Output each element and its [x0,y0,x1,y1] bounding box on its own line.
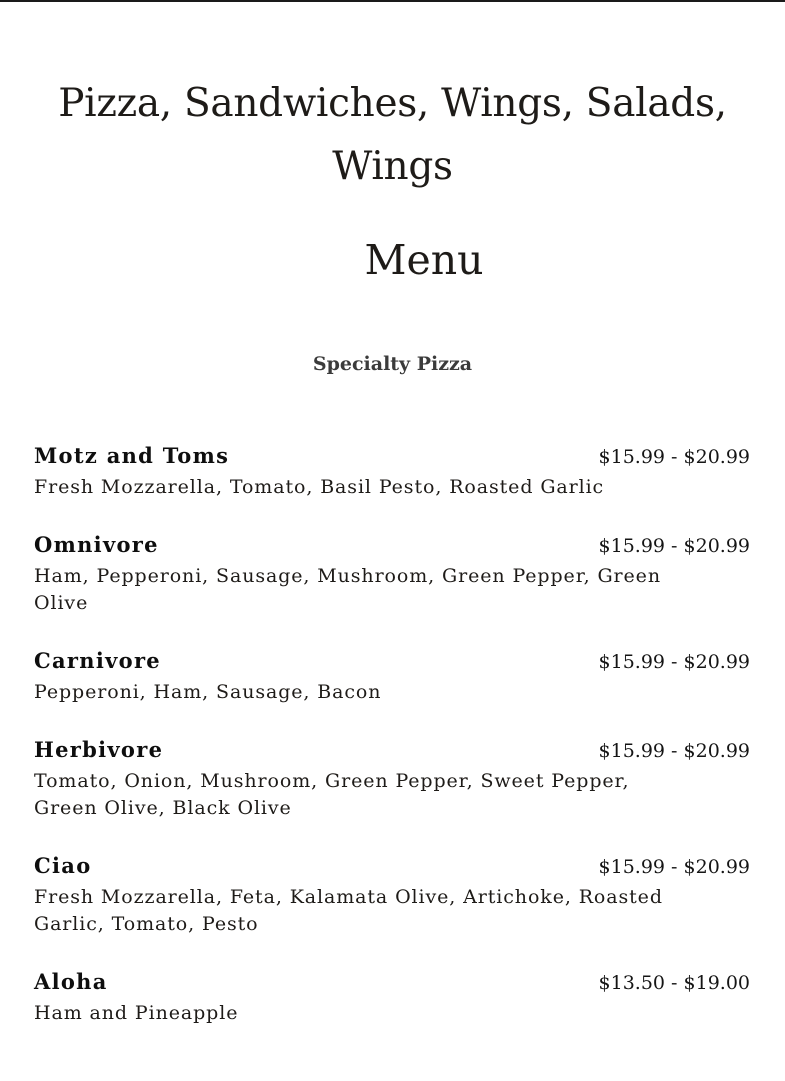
menu-item-header [34,440,750,473]
menu-item [34,734,750,822]
page-heading-line-2: Wings [332,144,453,189]
menu-item [34,440,750,501]
menu-item-header [34,966,750,999]
menu-item-description: Ham, Pepperoni, Sausage, Mushroom, Green Pepper, Green Olive [34,565,661,614]
menu-item [34,850,750,938]
page-heading-line-1: Pizza, Sandwiches, Wings, Salads, [58,81,727,126]
menu-item-name: Herbivore [34,737,164,762]
menu-item-description: Fresh Mozzarella, Feta, Kalamata Olive, Artichoke, Roasted Garlic, Tomato, Pesto [34,886,663,935]
menu-item-header [34,734,750,767]
menu-item-price: $15.99 - $20.99 [598,535,750,557]
menu-item-price: $15.99 - $20.99 [598,740,750,762]
menu-item-name: Aloha [34,969,108,994]
menu-title: Menu [364,236,484,284]
menu-item-name: Omnivore [34,532,159,557]
menu-item-description: Pepperoni, Ham, Sausage, Bacon [34,681,382,703]
menu-item-header [34,850,750,883]
menu-item-description: Fresh Mozzarella, Tomato, Basil Pesto, Roasted Garlic [34,476,605,498]
menu-item-name: Carnivore [34,648,161,673]
page-heading [0,72,785,198]
menu-item-description: Tomato, Onion, Mushroom, Green Pepper, Sweet Pepper, Green Olive, Black Olive [34,770,630,819]
menu-item-list [34,440,750,1055]
menu-item-price: $13.50 - $19.00 [598,972,750,994]
menu-item-header [34,645,750,678]
top-divider [0,0,785,2]
menu-item-name: Motz and Toms [34,443,230,468]
menu-item [34,966,750,1027]
menu-item-description: Ham and Pineapple [34,1002,239,1024]
menu-item-price: $15.99 - $20.99 [598,446,750,468]
menu-item-name: Ciao [34,853,92,878]
menu-item-price: $15.99 - $20.99 [598,856,750,878]
section-title-specialty-pizza: Specialty Pizza [312,353,473,375]
menu-item-price: $15.99 - $20.99 [598,651,750,673]
menu-item-header [34,529,750,562]
menu-item [34,529,750,617]
menu-item [34,645,750,706]
